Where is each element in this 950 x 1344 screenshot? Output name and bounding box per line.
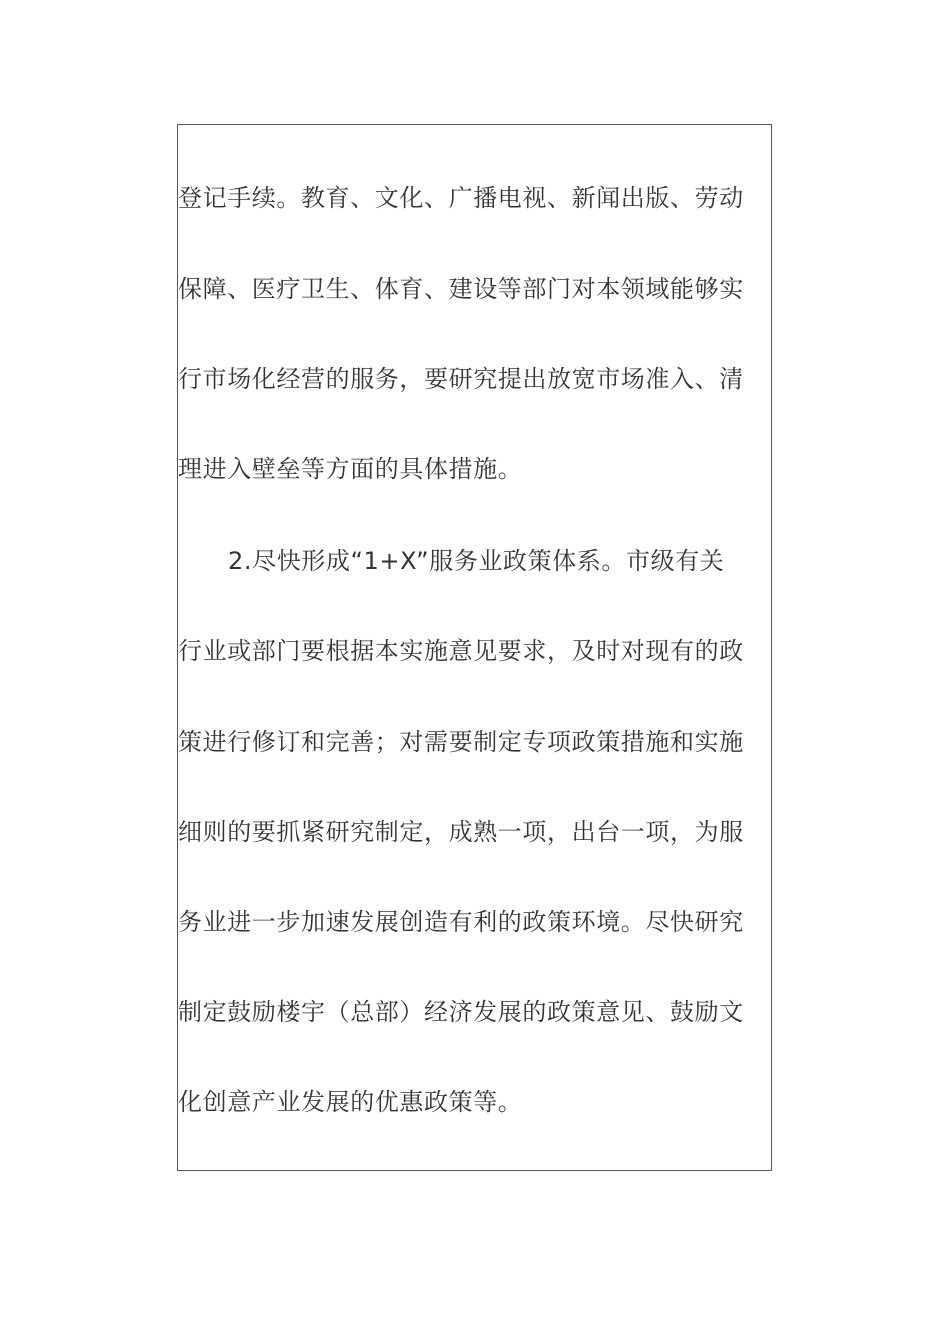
- text-line: 细则的要抓紧研究制定，成熟一项，出台一项，为服: [178, 818, 744, 846]
- text-line: 化创意产业发展的优惠政策等。: [178, 1088, 523, 1116]
- text-line: 策进行修订和完善；对需要制定专项政策措施和实施: [178, 728, 744, 756]
- text-line: 理进入壁垒等方面的具体措施。: [178, 455, 523, 483]
- text-line: 行业或部门要根据本实施意见要求，及时对现有的政: [178, 637, 744, 665]
- text-line: 行市场化经营的服务，要研究提出放宽市场准入、清: [178, 365, 744, 393]
- text-line: 保障、医疗卫生、体育、建设等部门对本领域能够实: [178, 275, 744, 303]
- text-line: 登记手续。教育、文化、广播电视、新闻出版、劳动: [178, 184, 744, 212]
- text-line: 制定鼓励楼宇（总部）经济发展的政策意见、鼓励文: [178, 998, 744, 1026]
- text-line: 务业进一步加速发展创造有利的政策环境。尽快研究: [178, 908, 744, 936]
- paragraph-heading: 2.尽快形成“1+X”服务业政策体系。市级有关: [228, 547, 725, 575]
